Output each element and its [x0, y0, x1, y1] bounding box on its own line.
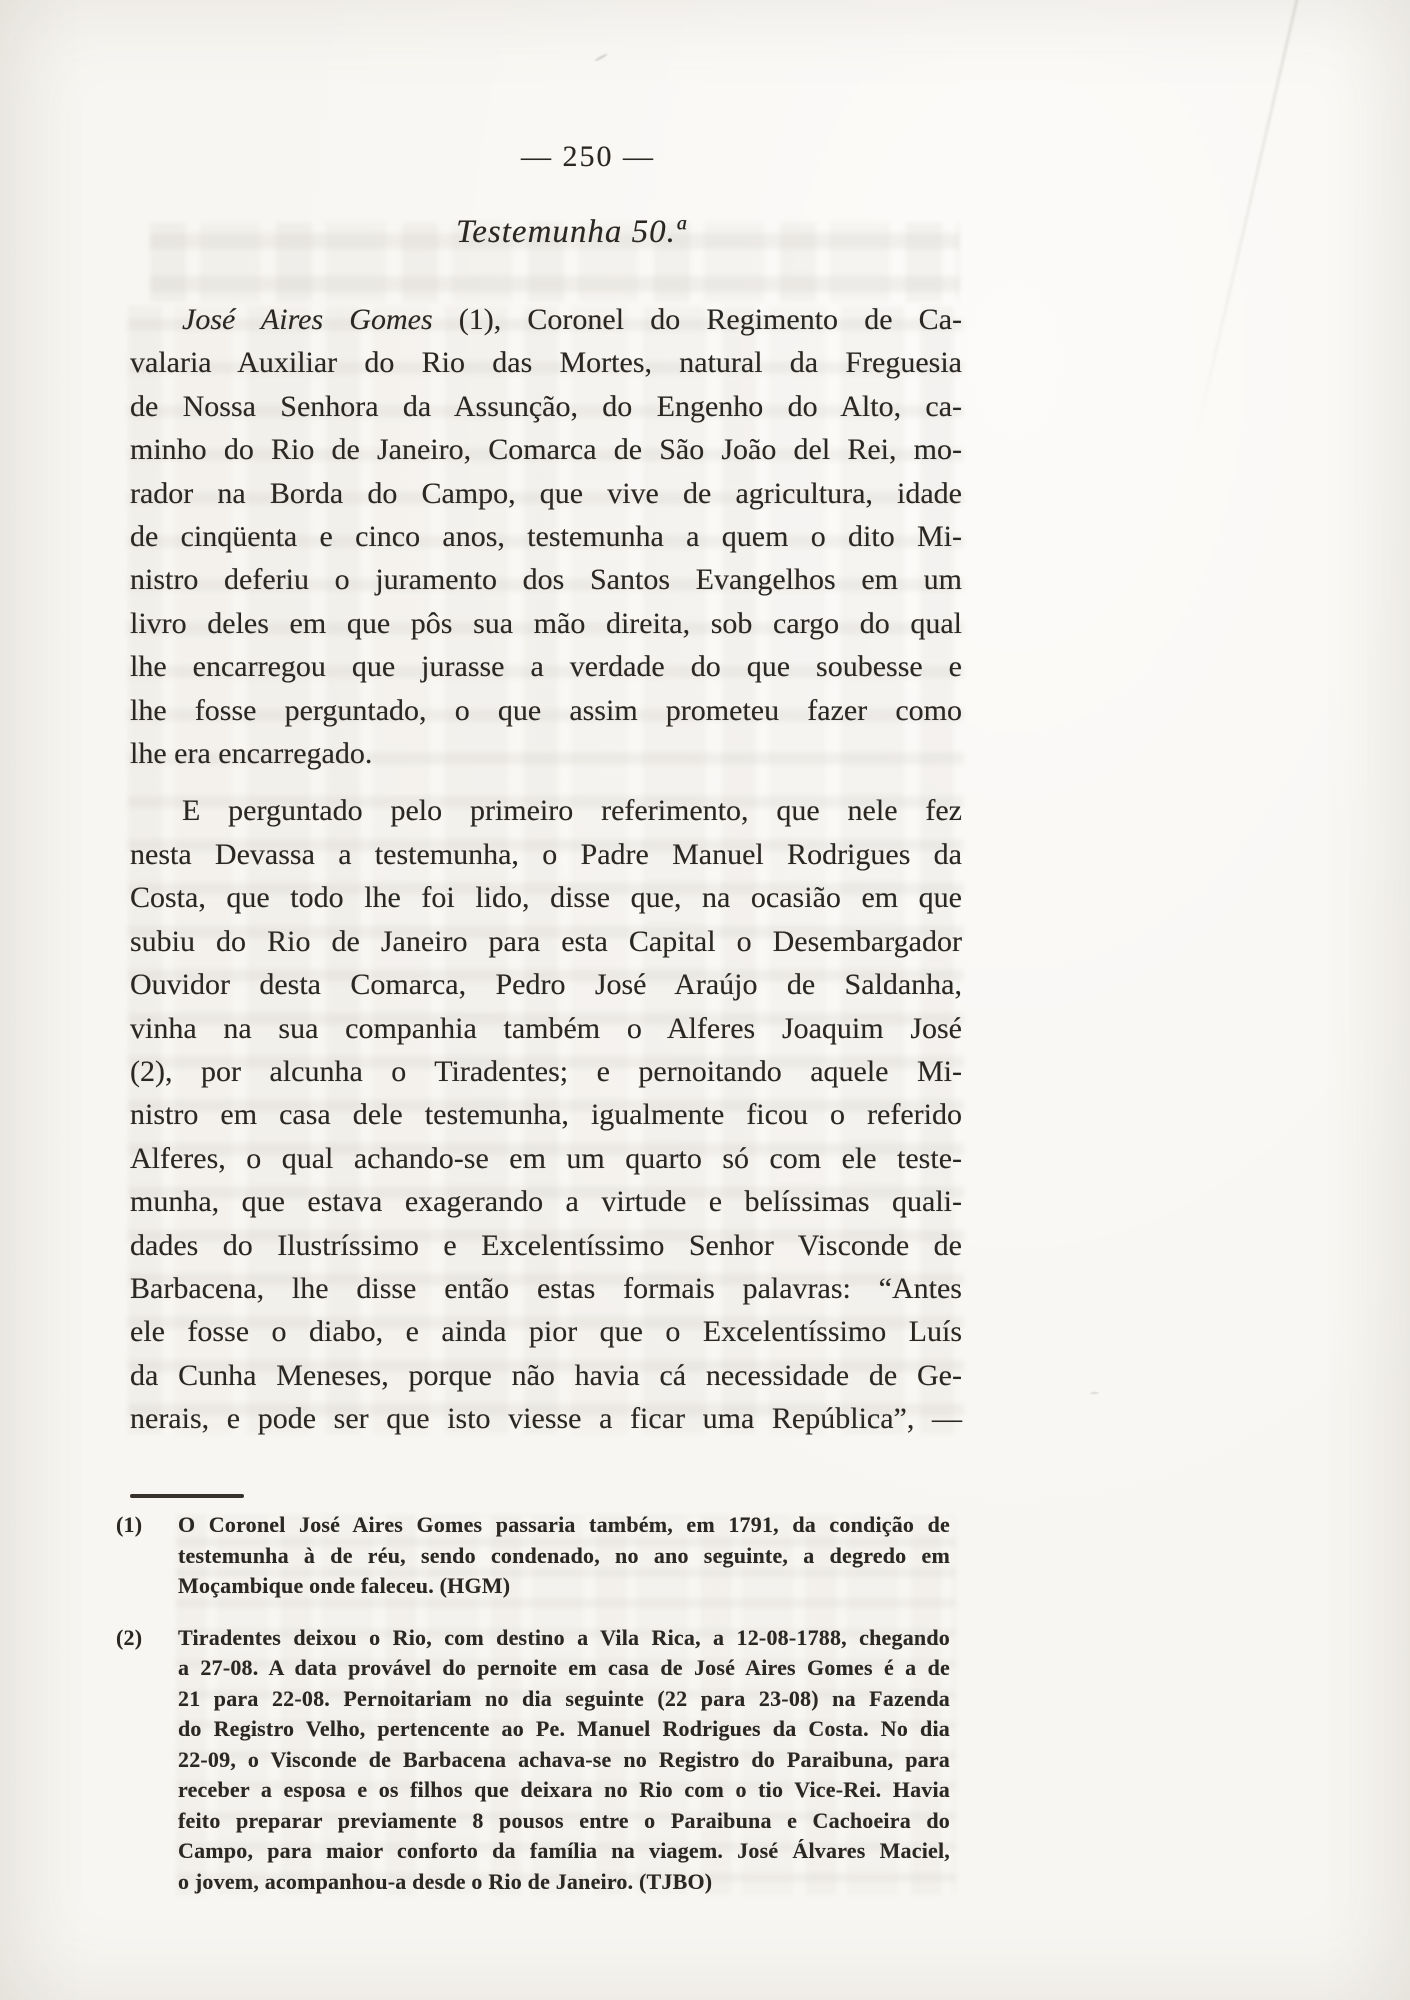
text-line: nerais, e pode ser que isto viesse a ficar uma República”, — — [130, 1402, 962, 1436]
paragraph-1 — [130, 298, 962, 775]
paper-crease — [1194, 0, 1302, 440]
footnote-line: 22-09, o Visconde de Barbacena achava-se no Registro do Paraibuna, para — [178, 1746, 950, 1772]
footnote-line: O Coronel José Aires Gomes passaria também, em 1791, da condição de — [178, 1512, 950, 1537]
text-line: valaria Auxiliar do Rio das Mortes, natural da Freguesia — [130, 346, 962, 380]
scan-artifact — [1090, 1392, 1099, 1394]
footnote-line: do Registro Velho, pertencente ao Pe. Manuel Rodrigues da Costa. No dia — [178, 1716, 950, 1741]
text-line: E perguntado pelo primeiro referimento, que nele fez — [182, 794, 962, 828]
text-line: lhe era encarregado. — [130, 737, 373, 771]
scan-artifact — [594, 53, 608, 62]
text-line: ele fosse o diabo, e ainda pior que o Excelentíssimo Luís — [130, 1315, 962, 1349]
footnote-1 — [116, 1510, 950, 1602]
text-line: lhe fosse perguntado, o que assim prometeu fazer como — [130, 693, 962, 727]
page-number: — 250 — — [521, 140, 655, 173]
text-line: munha, que estava exagerando a virtude e belíssimas quali- — [130, 1185, 962, 1219]
footnote-line: Moçambique onde faleceu. (HGM) — [178, 1573, 511, 1598]
text-line: dades do Ilustríssimo e Excelentíssimo Senhor Visconde de — [130, 1228, 962, 1262]
footnote-line: 21 para 22-08. Pernoitariam no dia seguinte (22 para 23-08) na Fazenda — [178, 1685, 950, 1711]
footnote-separator-rule — [130, 1494, 244, 1498]
text-line: Costa, que todo lhe foi lido, disse que, na ocasião em que — [130, 881, 962, 915]
text-line: nistro em casa dele testemunha, igualmente ficou o referido — [130, 1098, 962, 1132]
text-line: vinha na sua companhia também o Alferes Joaquim José — [130, 1011, 962, 1045]
footnote-1-marker: (1) — [116, 1512, 143, 1537]
footnote-line: receber a esposa e os filhos que deixara no Rio com o tio Vice-Rei. Havia — [178, 1777, 950, 1802]
paragraph-2 — [130, 789, 962, 1440]
page-title: Testemunha 50.ª — [455, 214, 687, 250]
text-line: Barbacena, lhe disse então estas formais palavras: “Antes — [130, 1271, 962, 1305]
text-line: minho do Rio de Janeiro, Comarca de São João del Rei, mo- — [130, 433, 962, 467]
footnote-line: testemunha à de réu, sendo condenado, no ano seguinte, a degredo em — [178, 1542, 950, 1568]
text-line: Ouvidor desta Comarca, Pedro José Araújo de Saldanha, — [130, 968, 962, 1002]
footnote-line: o jovem, acompanhou-a desde o Rio de Janeiro. (TJBO) — [178, 1868, 713, 1894]
text-line — [130, 298, 962, 341]
text-line: livro deles em que pôs sua mão direita, sob cargo do qual — [130, 606, 962, 640]
text-line-rest: (1), Coronel do Regimento de Ca- — [432, 303, 962, 336]
footnote-line: feito preparar previamente 8 pousos entre o Paraibuna e Cachoeira do — [178, 1807, 950, 1833]
text-line: nistro deferiu o juramento dos Santos Evangelhos em um — [130, 563, 962, 597]
text-line: de Nossa Senhora da Assunção, do Engenho do Alto, ca- — [130, 389, 962, 423]
text-line: (2), por alcunha o Tiradentes; e pernoitando aquele Mi- — [130, 1054, 962, 1088]
footnote-line: Tiradentes deixou o Rio, com destino a Vila Rica, a 12-08-1788, chegando — [178, 1624, 950, 1650]
footnotes — [116, 1510, 950, 1897]
main-text — [130, 298, 962, 1441]
text-line: subiu do Rio de Janeiro para esta Capital o Desembargador — [130, 924, 962, 958]
footnote-line: a 27-08. A data provável do pernoite em casa de José Aires Gomes é a de — [178, 1655, 950, 1680]
witness-name: José Aires Gomes — [182, 303, 433, 336]
footnote-line: Campo, para maior conforto da família na viagem. José Álvares Maciel, — [178, 1838, 950, 1863]
footnote-2-marker: (2) — [116, 1624, 143, 1650]
text-line: nesta Devassa a testemunha, o Padre Manuel Rodrigues da — [130, 837, 962, 871]
text-line: lhe encarregou que jurasse a verdade do que soubesse e — [130, 650, 962, 684]
footnote-2 — [116, 1623, 950, 1898]
text-line: de cinqüenta e cinco anos, testemunha a quem o dito Mi- — [130, 520, 962, 554]
text-line: Alferes, o qual achando-se em um quarto só com ele teste- — [130, 1141, 962, 1175]
text-line: rador na Borda do Campo, que vive de agricultura, idade — [130, 476, 962, 510]
text-line: da Cunha Meneses, porque não havia cá necessidade de Ge- — [130, 1358, 962, 1392]
